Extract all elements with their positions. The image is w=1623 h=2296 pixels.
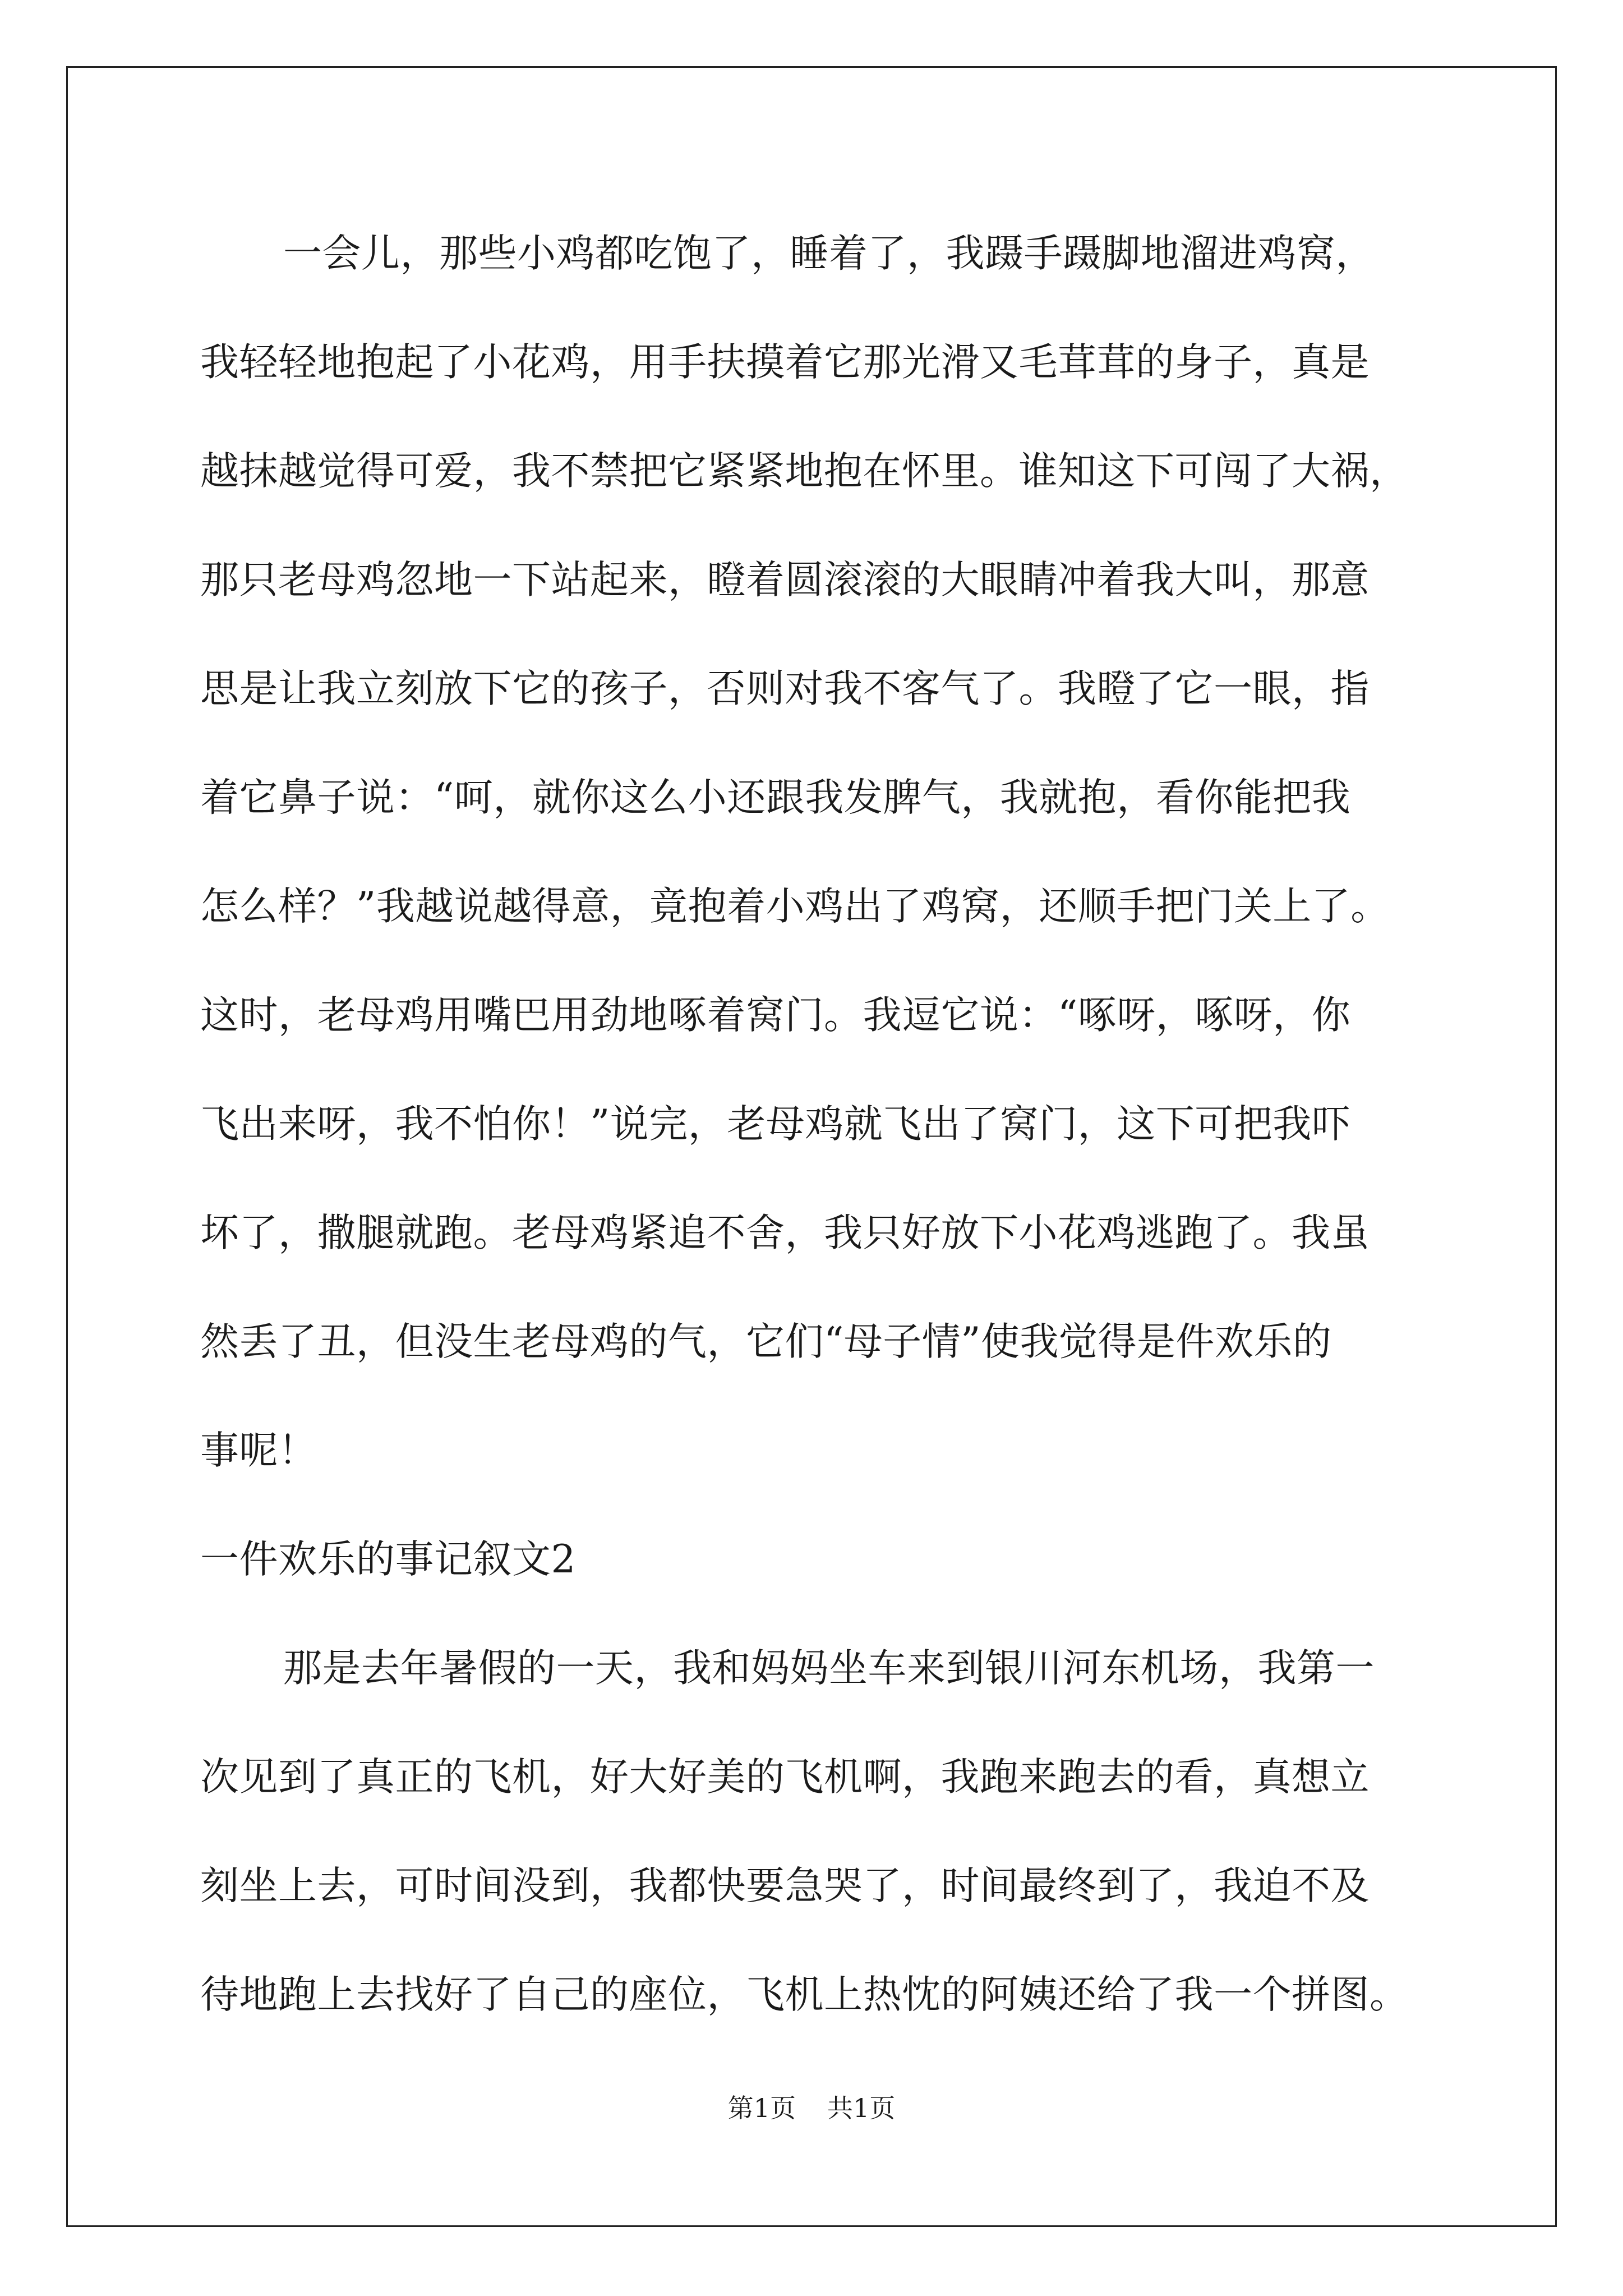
page-total: 共1页 [827, 2093, 896, 2123]
document-body [200, 199, 1445, 2049]
text-line: 次见到了真正的飞机，好大好美的飞机啊，我跑来跑去的看，真想立 [200, 1755, 1370, 1800]
text-line: 思是让我立刻放下它的孩子，否则对我不客气了。我瞪了它一眼，指 [200, 666, 1370, 711]
text-line: 这时，老母鸡用嘴巴用劲地啄着窝门。我逗它说：“啄呀，啄呀，你 [200, 993, 1351, 1038]
text-line: 待地跑上去找好了自己的座位，飞机上热忱的阿姨还给了我一个拼图。 [200, 1972, 1409, 2017]
text-line: 那是去年暑假的一天，我和妈妈坐车来到银川河东机场，我第一 [283, 1646, 1375, 1691]
text-line: 飞出来呀，我不怕你！”说完，老母鸡就飞出了窝门，这下可把我吓 [200, 1102, 1351, 1147]
text-line: 越抹越觉得可爱，我不禁把它紧紧地抱在怀里。谁知这下可闯了大祸， [200, 449, 1409, 494]
text-line: 刻坐上去，可时间没到，我都快要急哭了，时间最终到了，我迫不及 [200, 1864, 1370, 1908]
text-line: 一会儿，那些小鸡都吃饱了，睡着了，我蹑手蹑脚地溜进鸡窝， [283, 231, 1375, 276]
page-footer [0, 2091, 1623, 2125]
text-line: 怎么样？”我越说越得意，竟抱着小鸡出了鸡窝，还顺手把门关上了。 [200, 884, 1390, 929]
text-line: 那只老母鸡忽地一下站起来，瞪着圆滚滚的大眼睛冲着我大叫，那意 [200, 558, 1370, 602]
text-line: 着它鼻子说：“呵，就你这么小还跟我发脾气，我就抱，看你能把我 [200, 775, 1351, 820]
text-line: 坏了，撒腿就跑。老母鸡紧追不舍，我只好放下小花鸡逃跑了。我虽 [200, 1211, 1370, 1255]
section-heading: 一件欢乐的事记叙文2 [200, 1537, 576, 1582]
paragraph-2 [200, 1614, 1445, 2049]
paragraph-1 [200, 199, 1445, 1505]
text-line: 然丢了丑，但没生老母鸡的气，它们“母子情”使我觉得是件欢乐的 [200, 1319, 1332, 1364]
text-line: 我轻轻地抱起了小花鸡，用手扶摸着它那光滑又毛茸茸的身子，真是 [200, 340, 1370, 385]
page-number: 第1页 [727, 2093, 796, 2123]
text-line: 事呢！ [200, 1428, 317, 1473]
